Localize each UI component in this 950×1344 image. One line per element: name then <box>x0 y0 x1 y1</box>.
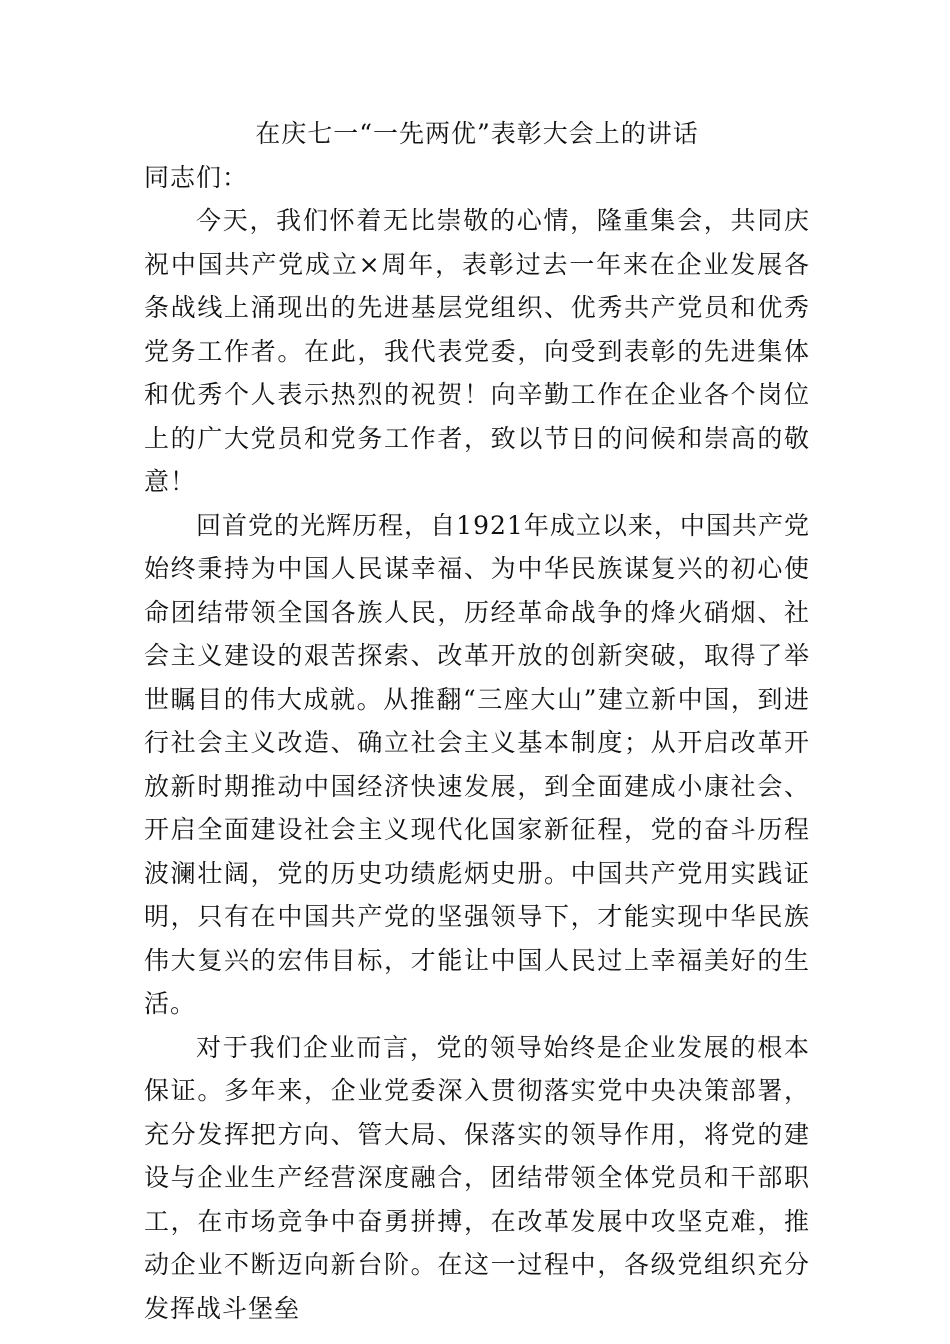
document-title: 在庆七一“一先两优”表彰大会上的讲话 <box>255 119 699 148</box>
salutation: 同志们： <box>144 162 249 192</box>
paragraph-2: 回首党的光辉历程，自1921年成立以来，中国共产党始终秉持为中国人民谋幸福、为中华民族谋复兴的初心使命团结带领全国各族人民，历经革命战争的烽火硝烟、社会主义建设的艰苦探索、改革开放的创新突破，取得了举世瞩目的伟大成就。从推翻“三座大山”建立新中国，到进行社会主义改造、确立社会主义基本制度；从开启改革开放新时期推动中国经济快速发展，到全面建成小康社会、开启全面建设社会主义现代化国家新征程，党的奋斗历程波澜壮阔，党的历史功绩彪炳史册。中国共产党用实践证明，只有在中国共产党的坚强领导下，才能实现中华民族伟大复兴的宏伟目标，才能让中国人民过上幸福美好的生活。 <box>144 510 810 1018</box>
paragraph-3: 对于我们企业而言，党的领导始终是企业发展的根本保证。多年来，企业党委深入贯彻落实党中央决策部署，充分发挥把方向、管大局、保落实的领导作用，将党的建设与企业生产经营深度融合，团结带领全体党员和干部职工，在市场竞争中奋勇拼搏，在改革发展中攻坚克难，推动企业不断迈向新台阶。在这一过程中，各级党组织充分发挥战斗堡垒 <box>144 1032 810 1323</box>
document-body <box>144 112 810 1330</box>
paragraph-1: 今天，我们怀着无比崇敬的心情，隆重集会，共同庆祝中国共产党成立×周年，表彰过去一年来在企业发展各条战线上涌现出的先进基层党组织、优秀共产党员和优秀党务工作者。在此，我代表党委，向受到表彰的先进集体和优秀个人表示热烈的祝贺！向辛勤工作在企业各个岗位上的广大党员和党务工作者，致以节日的问候和崇高的敬意！ <box>144 206 810 496</box>
